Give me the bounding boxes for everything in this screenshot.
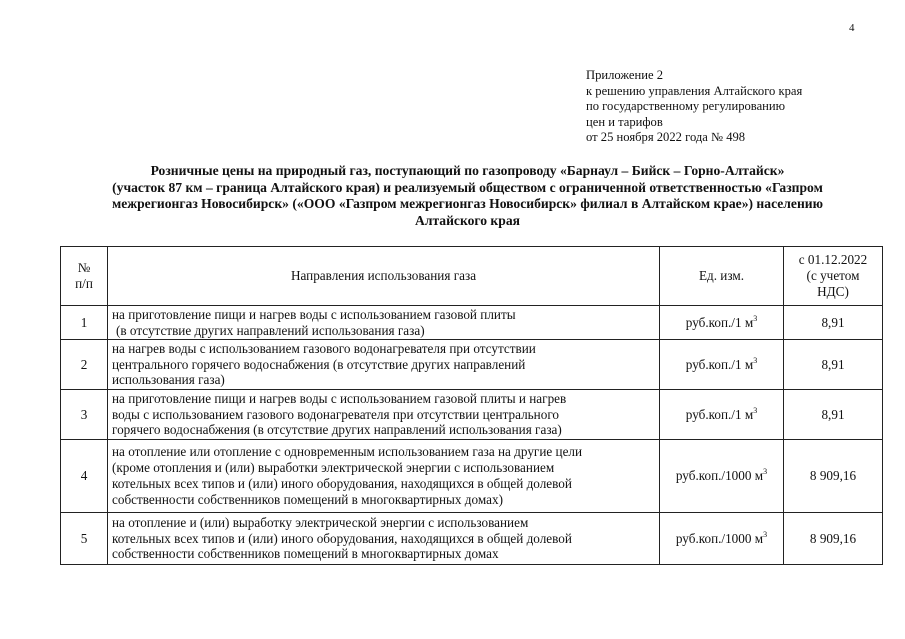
row-number: 5 [61, 513, 108, 565]
header-unit: Ед. изм. [660, 247, 784, 306]
table-row [61, 390, 883, 440]
table-row [61, 340, 883, 390]
row-price: 8,91 [784, 340, 883, 390]
table-header-row [61, 247, 883, 306]
row-unit: руб.коп./1000 $м^3$ [660, 440, 784, 513]
row-price: 8,91 [784, 306, 883, 340]
row-price: 8 909,16 [784, 513, 883, 565]
row-number: 4 [61, 440, 108, 513]
appendix-block [586, 68, 802, 146]
row-price: 8 909,16 [784, 440, 883, 513]
row-direction: на отопление или отопление с одновременным использованием газа на другие цели (кроме отопления и (или) выработки электрической энергии с использованием котельных всех типов и (или) иного оборудования, находящихся в общей долевой собственности собственников помещений в многоквартирных домах) [108, 440, 660, 513]
appendix-line: от 25 ноября 2022 года № 498 [586, 130, 746, 145]
row-unit: руб.коп./1 $м^3$ [660, 340, 784, 390]
header-price: с 01.12.2022 (с учетом НДС) [784, 247, 883, 306]
row-number: 1 [61, 306, 108, 340]
title-line: Алтайского края [415, 212, 520, 228]
title-line: (участок 87 км – граница Алтайского края) и реализуемый обществом с ограниченной ответственностью «Газпром [112, 179, 823, 195]
header-direction: Направления использования газа [108, 247, 660, 306]
table-row [61, 440, 883, 513]
appendix-line: Приложение 2 [586, 68, 664, 82]
appendix-line: цен и тарифов [586, 114, 663, 129]
title-line: Розничные цены на природный газ, поступающий по газопроводу «Барнаул – Бийск – Горно-Алтайск» [150, 163, 785, 178]
appendix-line: по государственному регулированию [586, 99, 786, 114]
appendix-line: к решению управления Алтайского края [586, 83, 803, 98]
row-direction: на отопление и (или) выработку электрической энергии с использованием котельных всех типов и (или) иного оборудования, находящихся в общей долевой собственности собственников помещений в многоквартирных домах [108, 513, 660, 565]
title-line: межрегионгаз Новосибирск» («ООО «Газпром межрегионгаз Новосибирск» филиал в Алтайском крае») населению [111, 196, 824, 212]
row-number: 3 [61, 390, 108, 440]
header-number: № п/п [61, 247, 108, 306]
tariff-table [60, 246, 883, 565]
row-direction: на приготовление пищи и нагрев воды с использованием газовой плиты (в отсутствие других направлений использования газа) [108, 306, 660, 340]
row-direction: на приготовление пищи и нагрев воды с использованием газовой плиты и нагрев воды с использованием газового водонагревателя при отсутствии центрального горячего водоснабжения (в отсутствие других направлений использования газа) [108, 390, 660, 440]
document-title [60, 163, 875, 229]
row-price: 8,91 [784, 390, 883, 440]
row-unit: руб.коп./1 $м^3$ [660, 306, 784, 340]
row-direction: на нагрев воды с использованием газового водонагревателя при отсутствии центрального горячего водоснабжения (в отсутствие других направлений использования газа) [108, 340, 660, 390]
row-unit: руб.коп./1 $м^3$ [660, 390, 784, 440]
table-row [61, 306, 883, 340]
page-number: 4 [849, 22, 855, 34]
table-row [61, 513, 883, 565]
row-number: 2 [61, 340, 108, 390]
row-unit: руб.коп./1000 $м^3$ [660, 513, 784, 565]
